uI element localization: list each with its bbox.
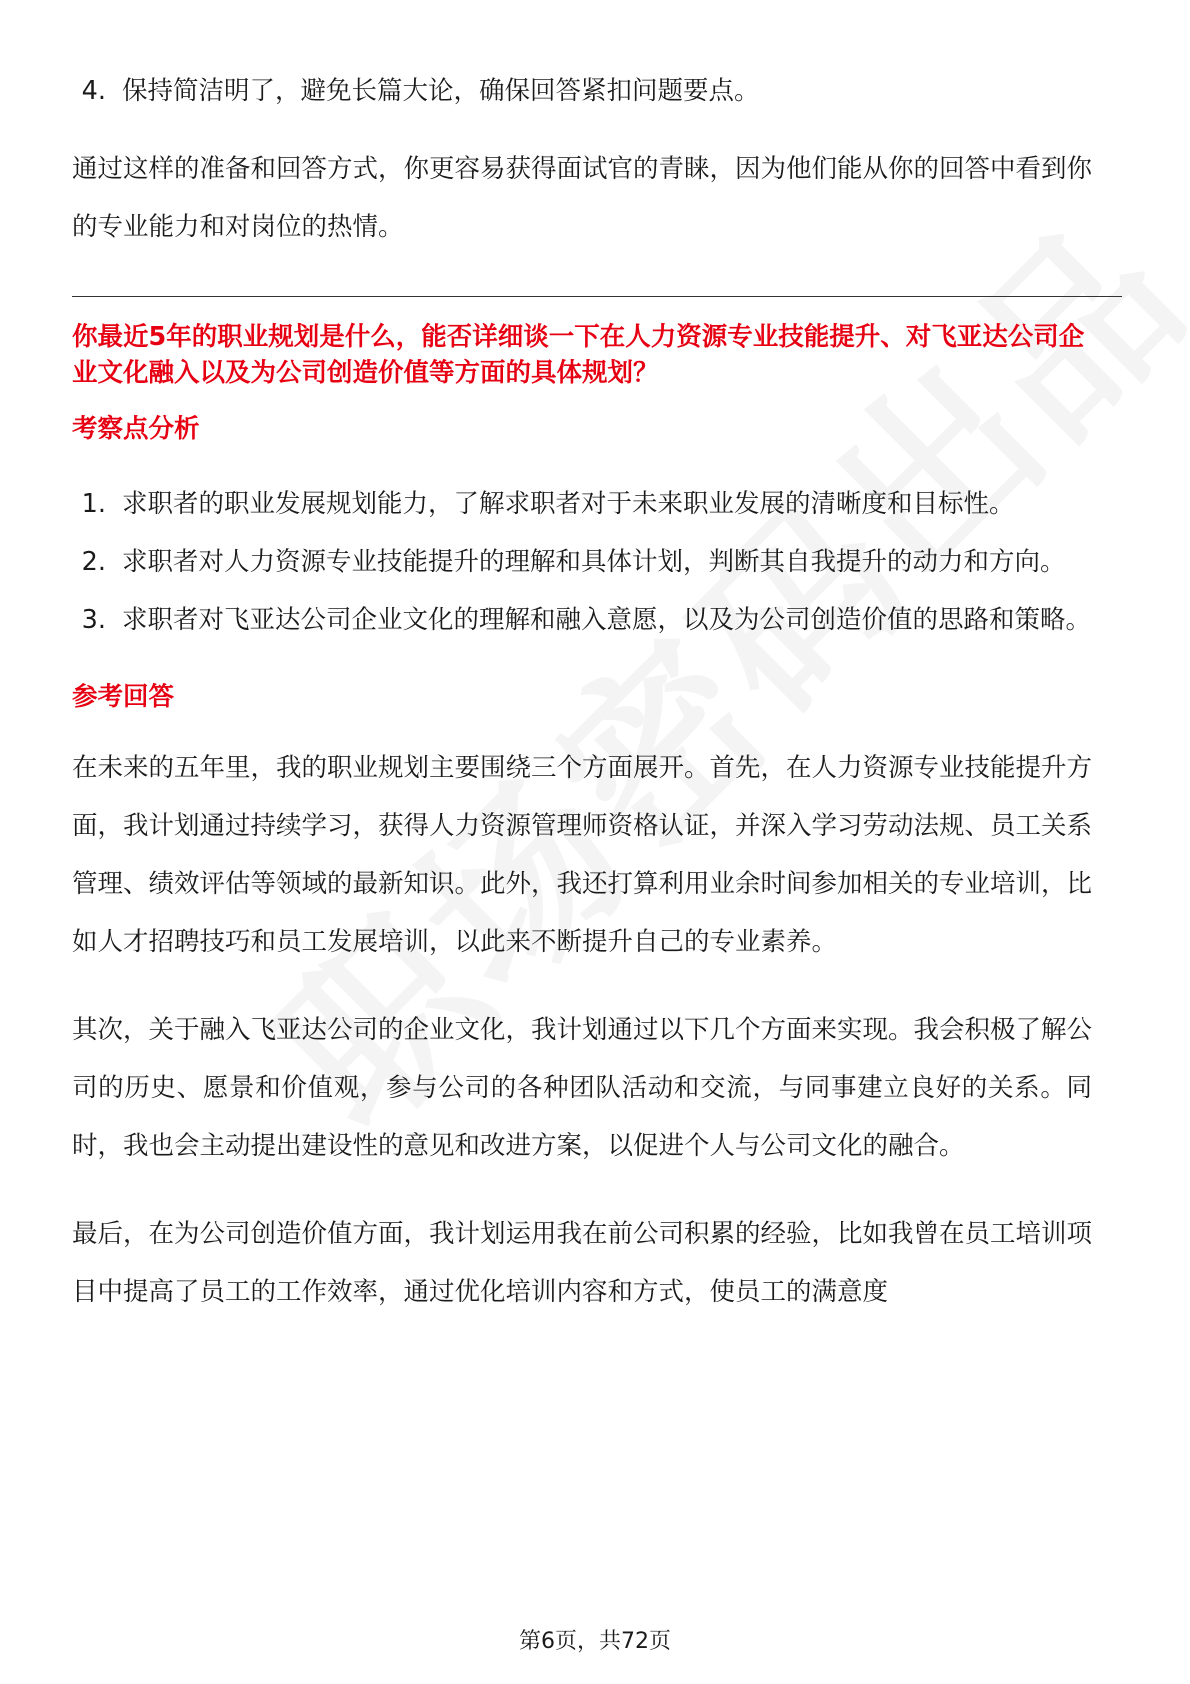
intro-conclusion: 通过这样的准备和回答方式，你更容易获得面试官的青睐，因为他们能从你的回答中看到你的专业能力和对岗位的热情。 bbox=[72, 154, 1093, 242]
answer-paragraph: 在未来的五年里，我的职业规划主要围绕三个方面展开。首先，在人力资源专业技能提升方面，我计划通过持续学习，获得人力资源管理师资格认证，并深入学习劳动法规、员工关系管理、绩效评估等领域的最新知识。此外，我还打算利用业余时间参加相关的专业培训，比如人才招聘技巧和员工发展培训，以此来不断提升自己的专业素养。 bbox=[72, 753, 1093, 957]
list-item-text: 求职者的职业发展规划能力，了解求职者对于未来职业发展的清晰度和目标性。 bbox=[122, 489, 1015, 519]
answer-body bbox=[72, 739, 1122, 1321]
answer-heading: 参考回答 bbox=[72, 682, 175, 712]
analysis-item bbox=[72, 533, 1092, 591]
page-number-footer: 第6页，共72页 bbox=[519, 1629, 671, 1654]
list-item-number: 2. bbox=[81, 547, 106, 577]
question-title: 你最近5年的职业规划是什么，能否详细谈一下在人力资源专业技能提升、对飞亚达公司企业文化融入以及为公司创造价值等方面的具体规划？ bbox=[72, 322, 1085, 388]
analysis-heading: 考察点分析 bbox=[72, 414, 200, 444]
analysis-item bbox=[72, 475, 1092, 533]
list-item-text: 求职者对人力资源专业技能提升的理解和具体计划，判断其自我提升的动力和方向。 bbox=[122, 547, 1066, 577]
intro-list-item bbox=[72, 62, 1122, 120]
answer-paragraph: 其次，关于融入飞亚达公司的企业文化，我计划通过以下几个方面来实现。我会积极了解公司的历史、愿景和价值观，参与公司的各种团队活动和交流，与同事建立良好的关系。同时，我也会主动提出建设性的意见和改进方案，以促进个人与公司文化的融合。 bbox=[72, 1015, 1093, 1161]
analysis-item bbox=[72, 591, 1092, 649]
list-item-number: 1. bbox=[81, 489, 106, 519]
list-item-number: 4. bbox=[81, 76, 106, 106]
page-content bbox=[72, 62, 1122, 1321]
list-item-number: 3. bbox=[81, 605, 106, 635]
analysis-list bbox=[72, 475, 1122, 649]
list-item-text: 求职者对飞亚达公司企业文化的理解和融入意愿，以及为公司创造价值的思路和策略。 bbox=[122, 605, 1092, 635]
section-divider bbox=[72, 296, 1122, 297]
list-item-text: 保持简洁明了，避免长篇大论，确保回答紧扣问题要点。 bbox=[122, 76, 760, 106]
answer-paragraph: 最后，在为公司创造价值方面，我计划运用我在前公司积累的经验，比如我曾在员工培训项目中提高了员工的工作效率，通过优化培训内容和方式，使员工的满意度 bbox=[72, 1219, 1093, 1307]
